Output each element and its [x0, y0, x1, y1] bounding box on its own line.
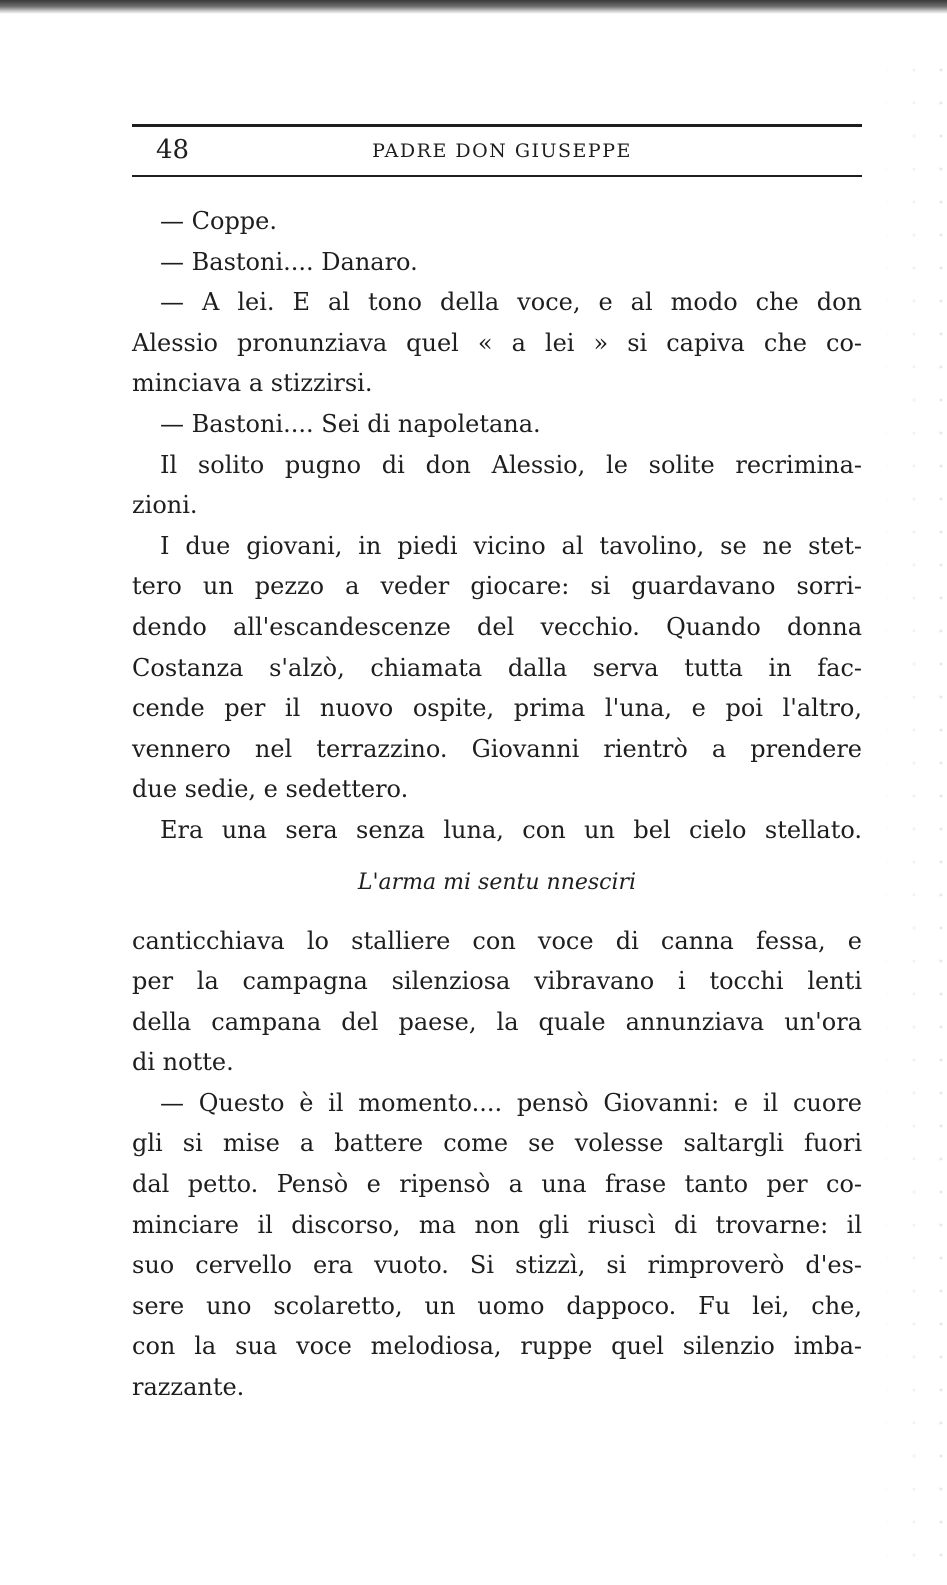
header-rule-bottom	[132, 175, 862, 177]
text-line: I due giovani, in piedi vicino al tavolino, se ne stet-	[160, 531, 862, 560]
text-line: suo cervello era vuoto. Si stizzì, si rimproverò d'es-	[132, 1251, 862, 1280]
scan-speckle-left	[0, 14, 120, 1585]
text-line: dendo all'escandescenze del vecchio. Quando donna	[132, 612, 862, 641]
page-header	[132, 130, 862, 170]
text-line: zioni.	[132, 491, 198, 520]
text-line: due sedie, e sedettero.	[132, 775, 409, 804]
verse-line: L'arma mi sentu nnesciri	[357, 869, 637, 895]
scan-edge-top	[0, 0, 947, 14]
text-line: canticchiava lo stalliere con voce di canna fessa, e	[132, 926, 862, 955]
text-line: — Questo è il momento.... pensò Giovanni: e il cuore	[160, 1088, 862, 1117]
text-line: Costanza s'alzò, chiamata dalla serva tutta in fac-	[132, 653, 862, 682]
text-line: di notte.	[132, 1048, 234, 1077]
text-line: — Coppe.	[160, 207, 277, 235]
body-text	[132, 201, 862, 1408]
text-line: Era una sera senza luna, con un bel cielo stellato.	[160, 815, 862, 844]
text-line: dal petto. Pensò e ripensò a una frase tanto per co-	[132, 1170, 862, 1199]
text-line: — A lei. E al tono della voce, e al modo che don	[160, 288, 862, 317]
text-line: minciare il discorso, ma non gli riuscì di trovarne: il	[132, 1210, 862, 1239]
text-line: per la campagna silenziosa vibravano i tocchi lenti	[132, 967, 862, 996]
text-line: vennero nel terrazzino. Giovanni rientrò a prendere	[132, 734, 862, 763]
text-line: sere uno scolaretto, un uomo dappoco. Fu lei, che,	[132, 1291, 862, 1320]
text-line: Alessio pronunziava quel « a lei » si capiva che co-	[132, 328, 862, 357]
text-line: razzante.	[132, 1373, 245, 1402]
header-rule-top	[132, 124, 862, 127]
text-line: con la sua voce melodiosa, ruppe quel silenzio imba-	[132, 1332, 862, 1361]
text-line: — Bastoni.... Danaro.	[160, 247, 418, 276]
text-line: — Bastoni.... Sei di napoletana.	[160, 409, 541, 438]
text-line: Il solito pugno di don Alessio, le solite recrimina-	[160, 450, 862, 479]
running-title: PADRE DON GIUSEPPE	[372, 140, 632, 162]
text-line: gli si mise a battere come se volesse saltargli fuori	[132, 1129, 862, 1158]
scan-speckle-right	[877, 60, 947, 1560]
text-line: cende per il nuovo ospite, prima l'una, e poi l'altro,	[132, 694, 862, 723]
text-line: tero un pezzo a veder giocare: si guardavano sorri-	[132, 572, 862, 601]
text-line: della campana del paese, la quale annunziava un'ora	[132, 1007, 862, 1036]
page-number: 48	[156, 135, 190, 165]
text-line: minciava a stizzirsi.	[132, 369, 373, 398]
